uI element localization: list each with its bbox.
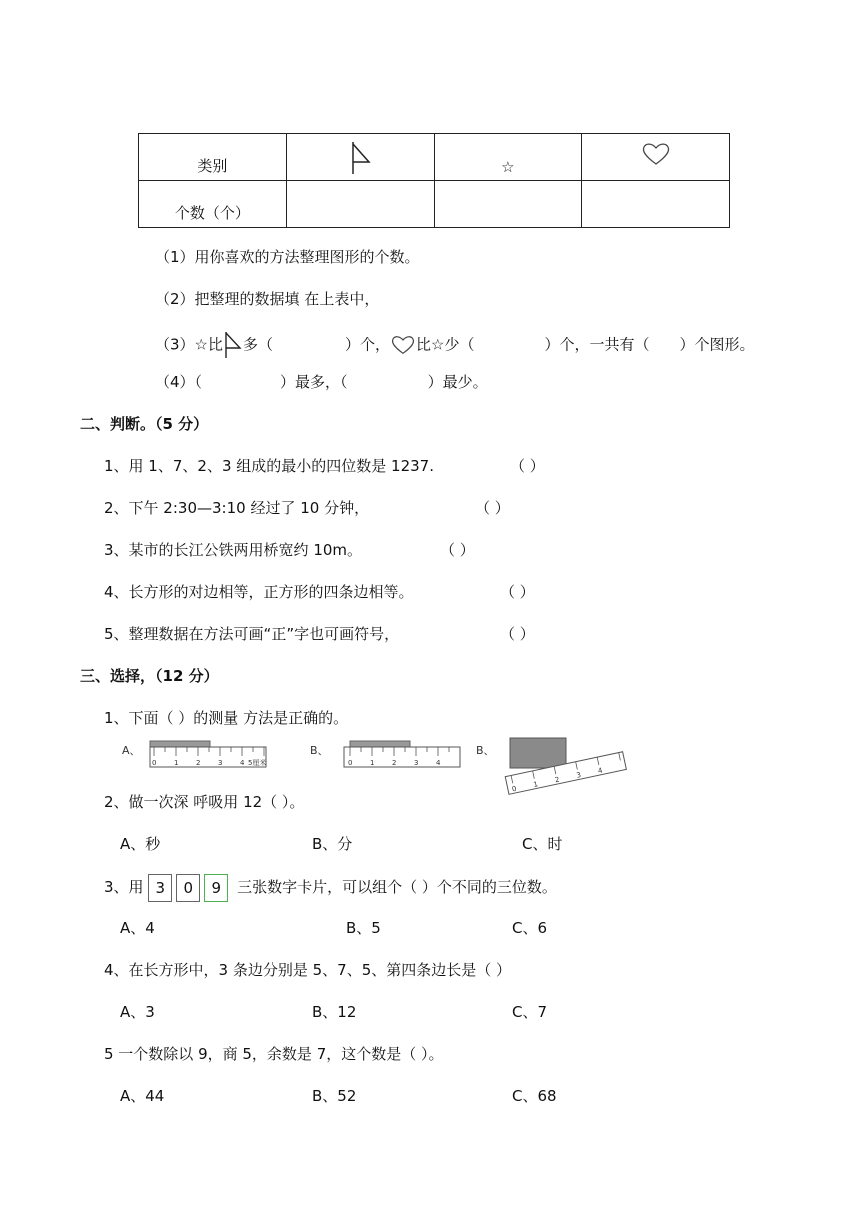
tally-q3 <box>155 330 755 360</box>
table-cell-empty[interactable] <box>286 181 434 228</box>
ruler-tick: 5厘米 <box>248 759 267 767</box>
table-row <box>139 181 730 228</box>
category-table <box>138 133 730 228</box>
tally-q3-text: 多（ <box>243 335 274 354</box>
number-card: 3 <box>148 874 172 902</box>
ruler-tick: 4 <box>240 759 245 767</box>
judge-item-1: 1、用 1、7、2、3 组成的最小的四位数是 1237. <box>104 457 434 475</box>
option-c[interactable]: C、68 <box>512 1087 557 1105</box>
ruler-tick: 4 <box>597 766 604 776</box>
tally-q2: （2）把整理的数据填 在上表中， <box>155 290 380 308</box>
option-a[interactable]: A、3 <box>120 1003 155 1021</box>
option-a[interactable]: A、秒 <box>120 835 161 853</box>
option-a[interactable]: A、4 <box>120 919 155 937</box>
table-row <box>139 134 730 181</box>
tally-q3-text: ）个图形。 <box>679 335 755 354</box>
table-cell-star: ☆ <box>434 134 582 181</box>
ruler-tick: 3 <box>218 759 223 767</box>
heart-icon <box>390 335 416 355</box>
choice-q4: 4、在长方形中，3 条边分别是 5、7、5、第四条边长是（ ） <box>104 961 512 979</box>
number-card: 9 <box>204 874 228 902</box>
table-cell-empty[interactable] <box>434 181 582 228</box>
ruler-option-b[interactable] <box>342 740 462 770</box>
judge-item-2: 2、下午 2:30—3:10 经过了 10 分钟， <box>104 499 370 517</box>
choice-q3 <box>104 872 557 902</box>
section-title: 二、判断。（5 分） <box>80 415 209 433</box>
flag-icon <box>349 140 373 176</box>
option-label: A、 <box>122 744 141 757</box>
ruler-tick: 1 <box>532 780 539 789</box>
judge-item-3: 3、某市的长江公铁两用桥宽约 10m。 <box>104 541 363 559</box>
option-c[interactable]: C、6 <box>512 919 548 937</box>
judge-paren[interactable]: （ ） <box>510 457 545 475</box>
choice-q2: 2、做一次深 呼吸用 12（ ）。 <box>104 793 305 811</box>
table-cell-flag <box>286 134 434 181</box>
choice-q3-text: 3、用 <box>104 878 144 896</box>
option-b[interactable]: B、52 <box>312 1087 357 1105</box>
option-c[interactable]: C、7 <box>512 1003 548 1021</box>
choice-q1: 1、下面（ ）的测量 方法是正确的。 <box>104 709 349 727</box>
ruler-tick: 3 <box>414 759 419 767</box>
tally-q4 <box>155 372 488 392</box>
ruler-tick: 1 <box>174 759 179 767</box>
tally-q3-text: ）个，一共有（ <box>544 335 650 354</box>
judge-paren[interactable]: （ ） <box>475 499 510 517</box>
judge-item-5: 5、整理数据在方法可画“正”字也可画符号， <box>104 625 400 643</box>
judge-paren[interactable]: （ ） <box>500 583 535 601</box>
ruler-tick: 0 <box>511 784 518 794</box>
option-a[interactable]: A、44 <box>120 1087 165 1105</box>
tally-q3-text: 比☆少（ <box>416 335 475 354</box>
tally-q1: （1）用你喜欢的方法整理图形的个数。 <box>155 248 420 266</box>
option-label: B、 <box>310 744 329 757</box>
ruler-tick: 4 <box>436 759 441 767</box>
tally-q4-text: （4）（ <box>155 373 203 391</box>
choice-q3-text: 三张数字卡片，可以组个（ ）个不同的三位数。 <box>237 878 557 896</box>
ruler-tick: 2 <box>392 759 397 767</box>
choice-q5: 5 一个数除以 9，商 5，余数是 7，这个数是（ ）。 <box>104 1045 444 1063</box>
option-b[interactable]: B、5 <box>346 919 381 937</box>
table-cell-heart <box>582 134 730 181</box>
judge-paren[interactable]: （ ） <box>440 541 475 559</box>
judge-item-4: 4、长方形的对边相等，正方形的四条边相等。 <box>104 583 414 601</box>
ruler-tick: 2 <box>196 759 201 767</box>
table-cell-empty[interactable] <box>582 181 730 228</box>
table-cell-label: 个数（个） <box>139 181 287 228</box>
ruler-tick: 3 <box>575 770 582 780</box>
table-cell-label: 类别 <box>139 134 287 181</box>
tally-q4-text: ）最少。 <box>427 373 488 391</box>
ruler-option-c[interactable] <box>502 734 628 794</box>
section-title: 三、选择，（12 分） <box>80 667 219 685</box>
judge-paren[interactable]: （ ） <box>500 625 535 643</box>
option-label: B、 <box>476 744 495 757</box>
ruler-tick: 0 <box>152 759 157 767</box>
ruler-tick: 1 <box>370 759 375 767</box>
number-card: 0 <box>176 874 200 902</box>
flag-icon <box>223 330 243 360</box>
tally-q3-text: ）个， <box>345 335 391 354</box>
ruler-option-a[interactable] <box>148 740 268 770</box>
tally-q4-text: ）最多，（ <box>280 373 348 391</box>
option-b[interactable]: B、分 <box>312 835 353 853</box>
heart-icon <box>641 142 671 166</box>
ruler-tick: 2 <box>554 775 561 785</box>
ruler-tick: 0 <box>348 759 353 767</box>
option-c[interactable]: C、时 <box>522 835 563 853</box>
tally-q3-text: （3）☆比 <box>155 335 223 354</box>
option-b[interactable]: B、12 <box>312 1003 357 1021</box>
